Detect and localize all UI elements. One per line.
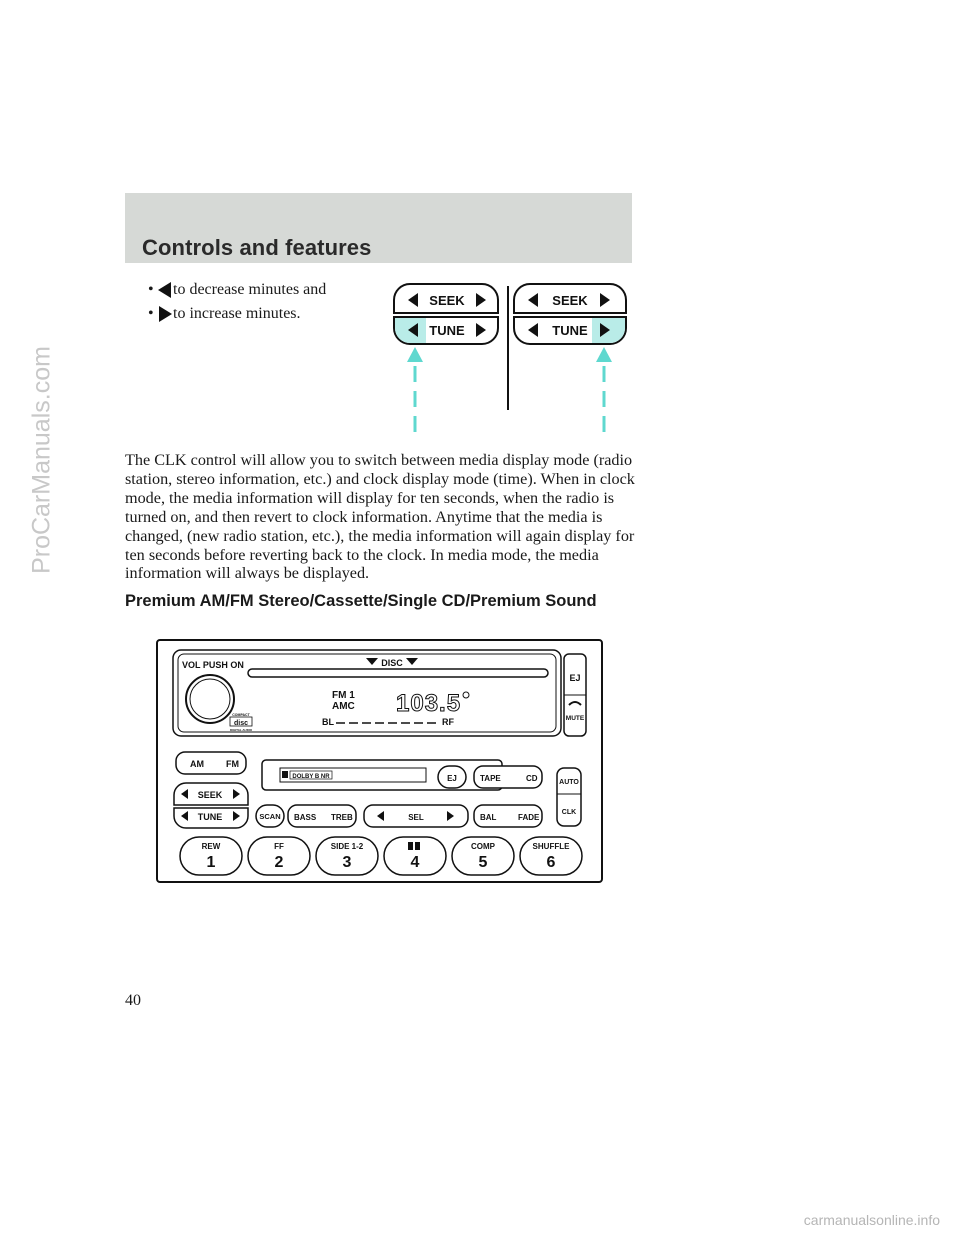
preset-number: 4 (410, 854, 420, 871)
side-watermark: ProCarManuals.com (27, 346, 56, 574)
volume-knob[interactable] (186, 675, 234, 723)
fm-label: FM (226, 759, 239, 769)
preset-button-5[interactable] (452, 837, 514, 875)
display-bl: BL (322, 717, 334, 727)
clk-description: The CLK control will allow you to switch between media display mode (radio station, stereo information, etc.) and clock display mode (time). When in clock mode, the media information will display for ten seconds, when the radio is turned on, and then revert to clock information. Anytime that the media is changed, (new radio station, etc.), the media information will again display for ten seconds before reverting back to the clock. In media mode, the media information will always be displayed. (125, 451, 635, 583)
preset-button-2[interactable] (248, 837, 310, 875)
tune-label-left: TUNE (429, 323, 465, 338)
display-mode: AMC (332, 701, 355, 712)
seek-label-right: SEEK (552, 293, 588, 308)
tune-label-right: TUNE (552, 323, 588, 338)
treb-label: TREB (331, 813, 353, 822)
bullet-text: to decrease minutes and (173, 281, 327, 298)
preset-number: 5 (478, 854, 488, 871)
preset-label: COMP (471, 842, 495, 851)
right-triangle-icon (158, 306, 172, 322)
dolby-icon (408, 842, 413, 850)
tune-label: TUNE (197, 812, 223, 822)
subheading: Premium AM/FM Stereo/Cassette/Single CD/Premium Sound (125, 592, 597, 610)
cd-logo-top: COMPACT (232, 713, 250, 717)
tape-label: TAPE (480, 774, 501, 783)
am-label: AM (190, 759, 204, 769)
page-number: 40 (125, 992, 141, 1009)
preset-number: 2 (274, 854, 284, 871)
bass-label: BASS (294, 813, 317, 822)
fade-label: FADE (518, 813, 540, 822)
footer-watermark: carmanualsonline.info (803, 1212, 940, 1228)
section-header (125, 193, 632, 263)
preset-label: SIDE 1-2 (330, 842, 364, 851)
tape-ej-label: EJ (447, 774, 457, 783)
display-rf: RF (442, 717, 454, 727)
cd-slot (248, 669, 548, 677)
vol-label: VOL PUSH ON (182, 660, 244, 670)
preset-number: 3 (342, 854, 352, 871)
bullet-text: to increase minutes. (173, 305, 301, 322)
preset-label: SHUFFLE (532, 842, 570, 851)
section-title: Controls and features (142, 235, 372, 260)
dolby-icon (282, 771, 288, 778)
preset-button-1[interactable] (180, 837, 242, 875)
seek-tune-diagram (388, 280, 634, 442)
mute-button[interactable]: MUTE (565, 715, 585, 722)
preset-number: 6 (546, 854, 556, 871)
cd-logo-bottom: DIGITAL AUDIO (229, 728, 253, 732)
radio-unit-illustration (156, 639, 604, 885)
preset-button-3[interactable] (316, 837, 378, 875)
preset-label: FF (274, 842, 284, 851)
seek-label-left: SEEK (429, 293, 465, 308)
scan-label: SCAN (259, 812, 281, 821)
preset-label: REW (201, 842, 221, 851)
display-band: FM 1 (332, 690, 355, 701)
left-triangle-icon (158, 282, 172, 298)
dolby-label: DOLBY B NR (292, 774, 330, 780)
auto-button[interactable]: AUTO (559, 779, 579, 786)
up-arrow-icon (407, 347, 423, 440)
clk-button[interactable]: CLK (561, 809, 577, 816)
auto-clk-panel (557, 768, 581, 826)
bal-label: BAL (480, 813, 497, 822)
seek-tune-control-right (514, 284, 626, 344)
seek-label: SEEK (197, 790, 223, 800)
preset-button-6[interactable] (520, 837, 582, 875)
preset-button-4[interactable] (384, 837, 446, 875)
cd-label: CD (526, 774, 538, 783)
preset-number: 1 (206, 854, 216, 871)
disc-label: DISC (381, 658, 403, 668)
up-arrow-icon (596, 347, 612, 440)
display-frequency: 103.5 (396, 690, 462, 717)
cd-logo-disc: disc (233, 720, 249, 727)
sel-label: SEL (408, 813, 424, 822)
cd-eject-button[interactable]: EJ (569, 673, 581, 683)
seek-tune-control-left (394, 284, 498, 344)
